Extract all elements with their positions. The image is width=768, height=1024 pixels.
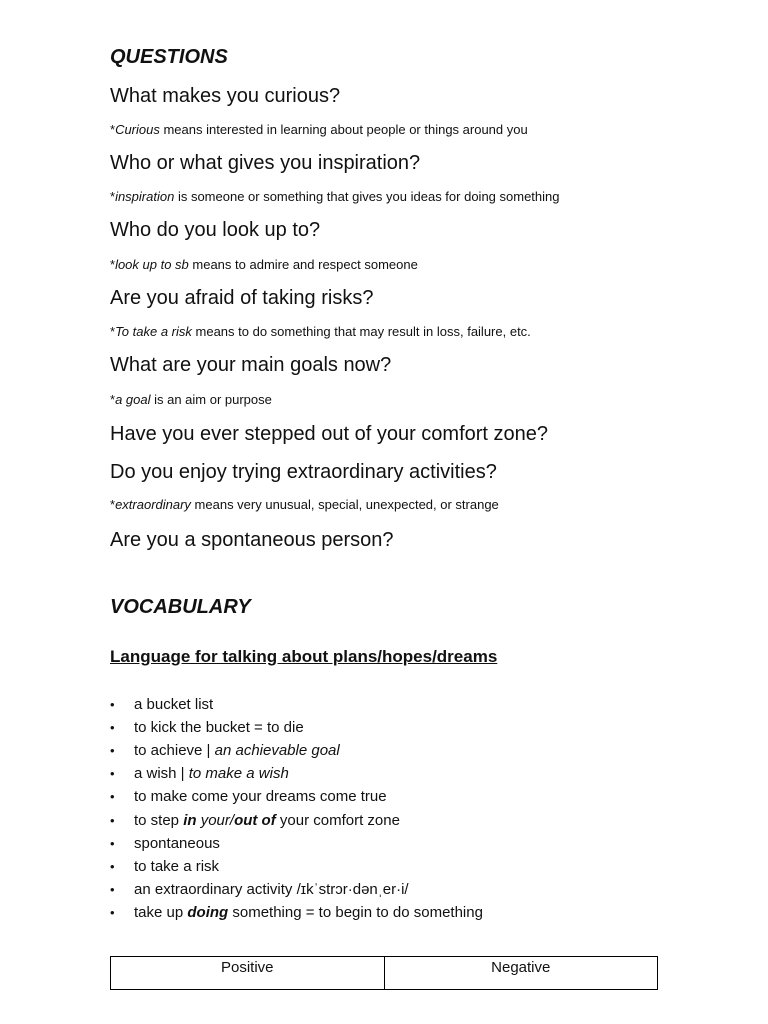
note-definition: is someone or something that gives you ideas for doing something <box>174 189 560 204</box>
list-item <box>110 832 483 855</box>
question-6: Have you ever stepped out of your comfort zone? <box>110 423 549 445</box>
note-marker: * <box>110 189 116 204</box>
list-item <box>110 693 483 716</box>
vocab-text: take up <box>134 903 188 921</box>
list-item <box>110 785 483 808</box>
vocab-text-italic: an achievable goal <box>214 742 340 760</box>
bullet-icon: • <box>110 881 115 897</box>
bullet-icon: • <box>110 743 115 759</box>
vocab-text-emphasis: in <box>183 811 197 829</box>
positive-negative-table <box>110 956 658 990</box>
note-marker: * <box>110 122 116 137</box>
question-4-note <box>110 324 531 339</box>
list-item <box>110 716 483 739</box>
bullet-icon: • <box>110 720 115 736</box>
bullet-icon: • <box>110 835 115 851</box>
vocab-text: a bucket list <box>134 696 214 714</box>
bullet-icon: • <box>110 789 115 805</box>
question-5-note <box>110 392 272 407</box>
bullet-icon: • <box>110 858 115 874</box>
question-2-note <box>110 189 560 204</box>
note-term: inspiration <box>115 189 175 204</box>
questions-heading: QUESTIONS <box>110 46 228 68</box>
note-marker: * <box>110 324 116 339</box>
question-3: Who do you look up to? <box>110 219 321 241</box>
vocab-text-emphasis: out of <box>234 811 276 829</box>
table-row <box>111 957 658 990</box>
column-header-positive: Positive <box>111 957 385 990</box>
bullet-icon: • <box>110 766 115 782</box>
list-item <box>110 762 483 785</box>
note-marker: * <box>110 497 116 512</box>
note-term: To take a risk <box>115 324 192 339</box>
list-item <box>110 739 483 762</box>
vocabulary-heading: VOCABULARY <box>110 596 251 618</box>
question-7-note <box>110 497 499 512</box>
note-definition: is an aim or purpose <box>150 392 272 407</box>
note-definition: means interested in learning about people or things around you <box>159 122 528 137</box>
note-definition: means very unusual, special, unexpected, or strange <box>190 497 499 512</box>
vocab-text-italic: your/ <box>196 811 235 829</box>
vocab-subheading: Language for talking about plans/hopes/dreams <box>110 647 498 666</box>
question-5: What are your main goals now? <box>110 354 392 376</box>
list-item <box>110 901 483 924</box>
bullet-icon: • <box>110 697 115 713</box>
note-marker: * <box>110 392 116 407</box>
vocab-text: spontaneous <box>134 834 220 852</box>
question-1: What makes you curious? <box>110 85 341 107</box>
note-term: a goal <box>115 392 151 407</box>
vocab-text: a wish | <box>134 765 189 783</box>
note-definition: means to do something that may result in loss, failure, etc. <box>191 324 531 339</box>
vocab-text: an extraordinary activity /ɪkˈstrɔr·dənˌer·i/ <box>134 880 409 898</box>
note-term: extraordinary <box>115 497 191 512</box>
vocab-text-italic: to make a wish <box>188 765 289 783</box>
vocab-text: to achieve | <box>134 742 215 760</box>
vocab-text: to kick the bucket = to die <box>134 719 304 737</box>
question-7: Do you enjoy trying extraordinary activities? <box>110 461 497 483</box>
bullet-icon: • <box>110 904 115 920</box>
bullet-icon: • <box>110 812 115 828</box>
vocab-text-emphasis: doing <box>187 903 229 921</box>
vocab-text: to take a risk <box>134 857 220 875</box>
note-term: Curious <box>115 122 160 137</box>
vocab-text: your comfort zone <box>275 811 400 829</box>
question-8: Are you a spontaneous person? <box>110 529 394 551</box>
question-2: Who or what gives you inspiration? <box>110 152 421 174</box>
list-item <box>110 878 483 901</box>
question-3-note <box>110 257 418 272</box>
list-item <box>110 808 483 831</box>
note-definition: means to admire and respect someone <box>188 257 418 272</box>
question-1-note <box>110 122 528 137</box>
question-4: Are you afraid of taking risks? <box>110 287 374 309</box>
vocab-list <box>110 693 483 924</box>
vocab-text: something = to begin to do something <box>228 903 483 921</box>
column-header-negative: Negative <box>384 957 658 990</box>
note-marker: * <box>110 257 116 272</box>
vocab-text: to make come your dreams come true <box>134 788 387 806</box>
list-item <box>110 855 483 878</box>
note-term: look up to sb <box>115 257 189 272</box>
vocab-text: to step <box>134 811 184 829</box>
